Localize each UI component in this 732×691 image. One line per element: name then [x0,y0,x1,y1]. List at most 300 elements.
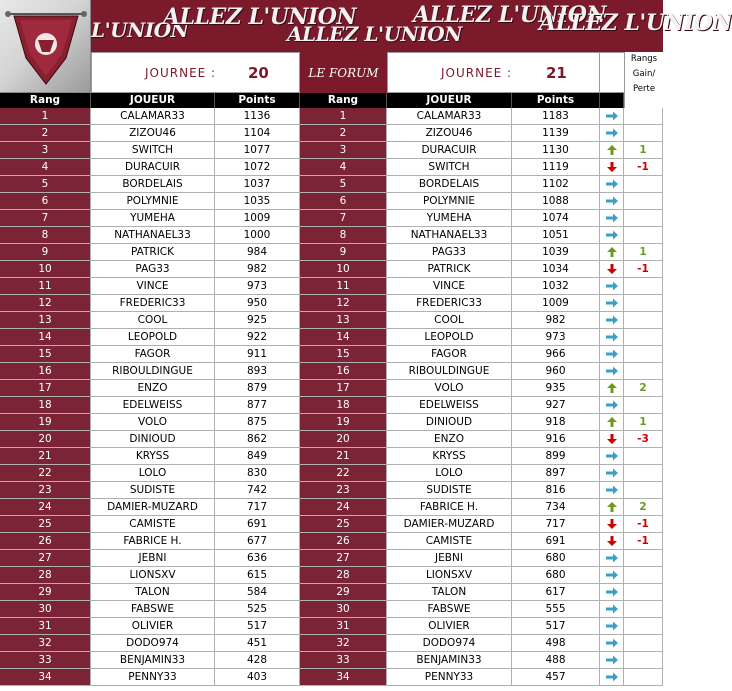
arrow-right-icon [605,671,619,683]
trend-arrow-cell [600,159,624,176]
rangs-gain-perte-header [624,52,663,108]
left-points-cell: 973 [215,278,300,295]
right-rang-cell: 28 [300,567,387,584]
banner [91,0,732,52]
right-rang-cell: 14 [300,329,387,346]
table-row [0,295,663,312]
table-row [0,567,663,584]
arrow-right-icon [605,552,619,564]
banner-text: ALLEZ L'UNION [163,4,357,30]
rank-change: -3 [624,431,663,448]
left-joueur-cell: PATRICK [91,244,215,261]
left-points-cell: 925 [215,312,300,329]
right-rang-cell: 5 [300,176,387,193]
left-rang-cell: 26 [0,533,91,550]
table-row [0,227,663,244]
right-rang-cell: 15 [300,346,387,363]
right-joueur-cell: KRYSS [387,448,512,465]
right-points-cell: 1102 [512,176,600,193]
right-points-cell: 1039 [512,244,600,261]
trend-arrow-cell [600,584,624,601]
right-rang-cell: 24 [300,499,387,516]
trend-arrow-cell [600,295,624,312]
col-header-rang-left: Rang [0,93,91,108]
right-rang-cell: 3 [300,142,387,159]
right-joueur-cell: DODO974 [387,635,512,652]
left-joueur-cell: DURACUIR [91,159,215,176]
right-points-cell: 916 [512,431,600,448]
right-rang-cell: 30 [300,601,387,618]
arrow-right-icon [605,637,619,649]
left-points-cell: 691 [215,516,300,533]
rank-change [624,227,663,244]
rank-change [624,652,663,669]
left-points-cell: 893 [215,363,300,380]
rank-change [624,193,663,210]
rank-change [624,312,663,329]
right-points-cell: 1130 [512,142,600,159]
rank-change [624,346,663,363]
right-points-cell: 1034 [512,261,600,278]
table-row [0,142,663,159]
left-joueur-cell: BORDELAIS [91,176,215,193]
right-rang-cell: 21 [300,448,387,465]
table-row [0,652,663,669]
arrow-right-icon [605,195,619,207]
forum-link[interactable]: LE FORUM [300,52,387,93]
table-row [0,329,663,346]
left-points-cell: 1077 [215,142,300,159]
arrow-right-icon [605,467,619,479]
left-points-cell: 950 [215,295,300,312]
left-rang-cell: 31 [0,618,91,635]
arrow-up-icon [605,246,619,258]
right-rang-cell: 25 [300,516,387,533]
right-joueur-cell: LIONSXV [387,567,512,584]
right-joueur-cell: FABRICE H. [387,499,512,516]
right-joueur-cell: DAMIER-MUZARD [387,516,512,533]
right-points-cell: 918 [512,414,600,431]
left-rang-cell: 28 [0,567,91,584]
left-rang-cell: 22 [0,465,91,482]
arrow-right-icon [605,399,619,411]
left-rang-cell: 34 [0,669,91,686]
left-joueur-cell: LEOPOLD [91,329,215,346]
left-points-cell: 636 [215,550,300,567]
right-joueur-cell: FAGOR [387,346,512,363]
left-points-cell: 525 [215,601,300,618]
left-points-cell: 717 [215,499,300,516]
table-row [0,482,663,499]
right-joueur-cell: SWITCH [387,159,512,176]
banner-text: ALLEZ L'UNION [539,10,732,36]
left-points-cell: 862 [215,431,300,448]
right-points-cell: 680 [512,550,600,567]
rank-change: 2 [624,380,663,397]
table-row [0,312,663,329]
right-rang-cell: 23 [300,482,387,499]
left-rang-cell: 10 [0,261,91,278]
arrow-right-icon [605,178,619,190]
right-rang-cell: 8 [300,227,387,244]
gain-label: Gain/ [632,69,656,79]
table-row [0,176,663,193]
right-joueur-cell: BORDELAIS [387,176,512,193]
left-joueur-cell: LIONSXV [91,567,215,584]
right-points-cell: 1139 [512,125,600,142]
right-joueur-cell: OLIVIER [387,618,512,635]
left-points-cell: 428 [215,652,300,669]
left-joueur-cell: ZIZOU46 [91,125,215,142]
left-joueur-cell: DINIOUD [91,431,215,448]
club-logo [0,0,91,93]
rank-change [624,125,663,142]
perte-label: Perte [632,84,656,94]
trend-arrow-cell [600,397,624,414]
right-rang-cell: 18 [300,397,387,414]
left-rang-cell: 18 [0,397,91,414]
left-rang-cell: 11 [0,278,91,295]
table-row [0,380,663,397]
right-points-cell: 734 [512,499,600,516]
table-row [0,516,663,533]
table-row [0,499,663,516]
right-points-cell: 498 [512,635,600,652]
table-row [0,533,663,550]
left-points-cell: 982 [215,261,300,278]
trend-arrow-cell [600,601,624,618]
journee-label: JOURNEE : [145,65,217,80]
right-rang-cell: 2 [300,125,387,142]
left-points-cell: 677 [215,533,300,550]
left-rang-cell: 23 [0,482,91,499]
left-joueur-cell: BENJAMIN33 [91,652,215,669]
right-points-cell: 488 [512,652,600,669]
rank-change [624,295,663,312]
right-joueur-cell: DURACUIR [387,142,512,159]
left-points-cell: 451 [215,635,300,652]
trend-arrow-cell [600,482,624,499]
table-row [0,601,663,618]
left-joueur-cell: KRYSS [91,448,215,465]
trend-arrow-cell [600,414,624,431]
left-rang-cell: 20 [0,431,91,448]
left-rang-cell: 30 [0,601,91,618]
arrow-down-icon [605,518,619,530]
right-points-cell: 717 [512,516,600,533]
left-points-cell: 1035 [215,193,300,210]
left-joueur-cell: ENZO [91,380,215,397]
rank-change [624,567,663,584]
right-rang-cell: 6 [300,193,387,210]
trend-arrow-cell [600,227,624,244]
left-joueur-cell: SUDISTE [91,482,215,499]
col-header-trend [600,93,624,108]
left-points-cell: 911 [215,346,300,363]
arrow-right-icon [605,450,619,462]
right-joueur-cell: SUDISTE [387,482,512,499]
table-row [0,550,663,567]
rank-change [624,397,663,414]
right-rang-cell: 22 [300,465,387,482]
right-points-cell: 1051 [512,227,600,244]
left-joueur-cell: FABSWE [91,601,215,618]
rank-change: 1 [624,142,663,159]
left-joueur-cell: VINCE [91,278,215,295]
arrow-down-icon [605,263,619,275]
arrow-right-icon [605,331,619,343]
left-joueur-cell: PAG33 [91,261,215,278]
left-points-cell: 403 [215,669,300,686]
right-rang-cell: 33 [300,652,387,669]
right-points-cell: 899 [512,448,600,465]
right-rang-cell: 34 [300,669,387,686]
rank-change: 1 [624,244,663,261]
left-rang-cell: 29 [0,584,91,601]
rank-change [624,550,663,567]
right-joueur-cell: NATHANAEL33 [387,227,512,244]
trend-arrow-cell [600,618,624,635]
right-rang-cell: 12 [300,295,387,312]
arrow-right-icon [605,229,619,241]
trend-arrow-cell [600,533,624,550]
trend-arrow-cell [600,652,624,669]
rank-change [624,448,663,465]
left-points-cell: 1000 [215,227,300,244]
right-joueur-cell: FABSWE [387,601,512,618]
right-rang-cell: 31 [300,618,387,635]
right-joueur-cell: PATRICK [387,261,512,278]
right-rang-cell: 26 [300,533,387,550]
right-points-cell: 897 [512,465,600,482]
right-joueur-cell: YUMEHA [387,210,512,227]
left-rang-cell: 4 [0,159,91,176]
right-joueur-cell: FREDERIC33 [387,295,512,312]
col-header-joueur-left: JOUEUR [91,93,215,108]
trend-arrow-cell [600,669,624,686]
left-rang-cell: 24 [0,499,91,516]
right-points-cell: 617 [512,584,600,601]
right-points-cell: 927 [512,397,600,414]
left-points-cell: 1037 [215,176,300,193]
left-points-cell: 849 [215,448,300,465]
right-points-cell: 457 [512,669,600,686]
right-points-cell: 1009 [512,295,600,312]
right-rang-cell: 16 [300,363,387,380]
left-rang-cell: 14 [0,329,91,346]
trend-arrow-cell [600,244,624,261]
right-points-cell: 1088 [512,193,600,210]
left-joueur-cell: EDELWEISS [91,397,215,414]
left-rang-cell: 6 [0,193,91,210]
col-header-points-left: Points [215,93,300,108]
rank-change: -1 [624,261,663,278]
right-rang-cell: 27 [300,550,387,567]
table-row [0,125,663,142]
left-joueur-cell: POLYMNIE [91,193,215,210]
left-points-cell: 517 [215,618,300,635]
arrow-right-icon [605,297,619,309]
arrow-right-icon [605,620,619,632]
right-points-cell: 680 [512,567,600,584]
trend-arrow-cell [600,567,624,584]
right-joueur-cell: ZIZOU46 [387,125,512,142]
left-rang-cell: 3 [0,142,91,159]
col-header-points-right: Points [512,93,600,108]
left-rang-cell: 12 [0,295,91,312]
arrow-right-icon [605,212,619,224]
right-joueur-cell: DINIOUD [387,414,512,431]
left-joueur-cell: FAGOR [91,346,215,363]
right-joueur-cell: COOL [387,312,512,329]
right-joueur-cell: EDELWEISS [387,397,512,414]
rank-change [624,465,663,482]
arrow-right-icon [605,365,619,377]
left-rang-cell: 21 [0,448,91,465]
journee-label: JOURNEE : [441,65,513,80]
header-spacer [600,52,624,93]
right-points-cell: 982 [512,312,600,329]
table-row [0,193,663,210]
left-rang-cell: 16 [0,363,91,380]
right-joueur-cell: LOLO [387,465,512,482]
trend-arrow-cell [600,431,624,448]
left-joueur-cell: VOLO [91,414,215,431]
right-rang-cell: 17 [300,380,387,397]
left-points-cell: 922 [215,329,300,346]
left-joueur-cell: FABRICE H. [91,533,215,550]
right-joueur-cell: TALON [387,584,512,601]
left-journee-number: 20 [248,63,269,82]
trend-arrow-cell [600,465,624,482]
arrow-right-icon [605,127,619,139]
pennant-logo-icon [0,0,91,93]
trend-arrow-cell [600,329,624,346]
rank-change [624,669,663,686]
rank-change [624,278,663,295]
right-journee-header [387,52,600,93]
table-row [0,431,663,448]
trend-arrow-cell [600,550,624,567]
table-row [0,618,663,635]
right-joueur-cell: JEBNI [387,550,512,567]
table-row [0,635,663,652]
right-journee-number: 21 [546,63,567,82]
rank-change: 1 [624,414,663,431]
right-rang-cell: 7 [300,210,387,227]
table-row [0,210,663,227]
left-rang-cell: 19 [0,414,91,431]
right-points-cell: 691 [512,533,600,550]
trend-arrow-cell [600,346,624,363]
banner-text: L'UNION [91,18,189,42]
right-rang-cell: 20 [300,431,387,448]
rank-change [624,108,663,125]
table-row [0,397,663,414]
arrow-up-icon [605,144,619,156]
left-joueur-cell: FREDERIC33 [91,295,215,312]
arrow-right-icon [605,314,619,326]
left-joueur-cell: JEBNI [91,550,215,567]
rank-change [624,176,663,193]
col-header-rang-right: Rang [300,93,387,108]
arrow-right-icon [605,348,619,360]
arrow-right-icon [605,484,619,496]
left-points-cell: 875 [215,414,300,431]
left-points-cell: 1104 [215,125,300,142]
left-journee-header [91,52,300,93]
left-points-cell: 879 [215,380,300,397]
right-points-cell: 1032 [512,278,600,295]
left-joueur-cell: NATHANAEL33 [91,227,215,244]
right-points-cell: 1119 [512,159,600,176]
right-rang-cell: 32 [300,635,387,652]
rank-change [624,363,663,380]
right-points-cell: 816 [512,482,600,499]
left-rang-cell: 8 [0,227,91,244]
left-rang-cell: 7 [0,210,91,227]
table-row [0,244,663,261]
left-points-cell: 1009 [215,210,300,227]
right-points-cell: 1183 [512,108,600,125]
trend-arrow-cell [600,516,624,533]
right-points-cell: 960 [512,363,600,380]
right-rang-cell: 11 [300,278,387,295]
left-points-cell: 984 [215,244,300,261]
left-rang-cell: 17 [0,380,91,397]
trend-arrow-cell [600,635,624,652]
arrow-right-icon [605,654,619,666]
arrow-down-icon [605,535,619,547]
right-points-cell: 966 [512,346,600,363]
left-joueur-cell: RIBOULDINGUE [91,363,215,380]
left-joueur-cell: CALAMAR33 [91,108,215,125]
rank-change [624,601,663,618]
rank-change: 2 [624,499,663,516]
left-joueur-cell: DODO974 [91,635,215,652]
trend-arrow-cell [600,108,624,125]
trend-arrow-cell [600,380,624,397]
right-joueur-cell: POLYMNIE [387,193,512,210]
trend-arrow-cell [600,210,624,227]
rank-change [624,618,663,635]
rank-change: -1 [624,533,663,550]
left-joueur-cell: COOL [91,312,215,329]
left-rang-cell: 33 [0,652,91,669]
right-points-cell: 1074 [512,210,600,227]
left-joueur-cell: PENNY33 [91,669,215,686]
trend-arrow-cell [600,193,624,210]
table-row [0,159,663,176]
right-joueur-cell: CAMISTE [387,533,512,550]
rank-change [624,482,663,499]
right-rang-cell: 10 [300,261,387,278]
trend-arrow-cell [600,312,624,329]
trend-arrow-cell [600,176,624,193]
left-rang-cell: 1 [0,108,91,125]
left-points-cell: 615 [215,567,300,584]
rank-change: -1 [624,516,663,533]
left-joueur-cell: YUMEHA [91,210,215,227]
left-rang-cell: 13 [0,312,91,329]
right-points-cell: 555 [512,601,600,618]
rank-change [624,635,663,652]
right-points-cell: 517 [512,618,600,635]
trend-arrow-cell [600,125,624,142]
table-row [0,414,663,431]
table-row [0,278,663,295]
arrow-right-icon [605,110,619,122]
